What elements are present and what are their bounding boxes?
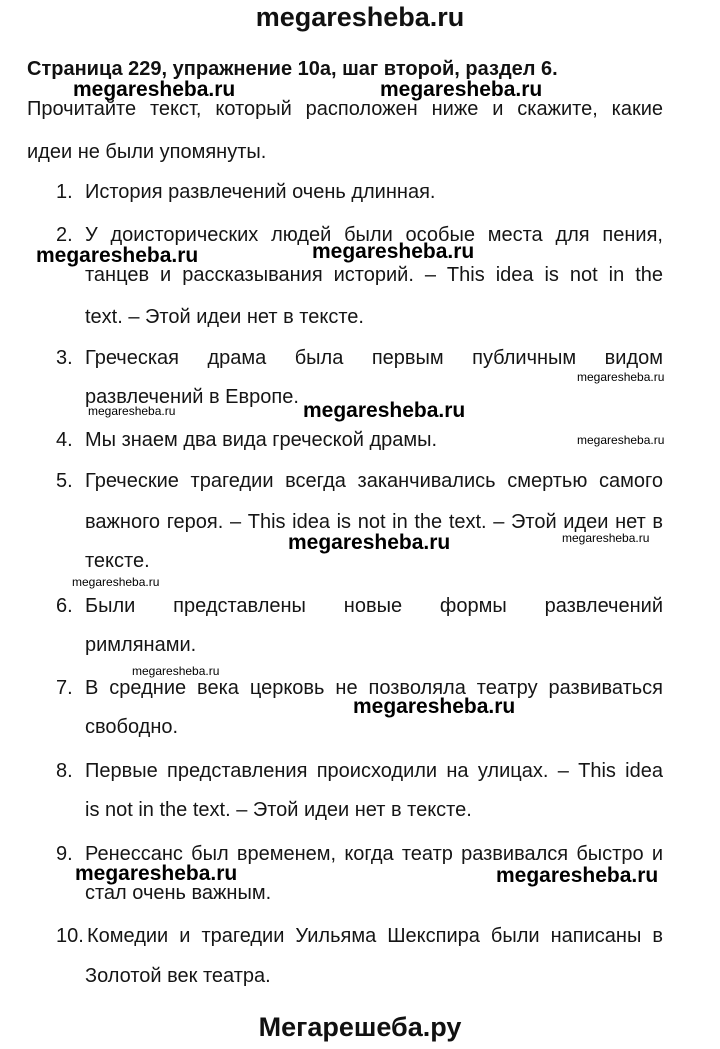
list-item-number: 9.	[56, 843, 73, 865]
list-item-number: 4.	[56, 429, 73, 451]
watermark: megaresheba.ru	[303, 399, 466, 422]
page-title: Страница 229, упражнение 10а, шаг второй, раздел 6.	[27, 58, 558, 80]
list-item-line: танцев и рассказывания историй. – This idea is not in the	[85, 264, 663, 286]
watermark: megaresheba.ru	[577, 370, 665, 384]
list-item-line: развлечений в Европе.	[85, 386, 299, 408]
list-item-number: 6.	[56, 595, 73, 617]
watermark: megaresheba.ru	[73, 78, 236, 101]
list-item-number: 10.	[56, 925, 84, 947]
watermark: megaresheba.ru	[36, 244, 199, 267]
list-item-line: text. – Этой идеи нет в тексте.	[85, 306, 364, 328]
watermark: megaresheba.ru	[380, 78, 543, 101]
list-item-line: стал очень важным.	[85, 882, 272, 904]
site-footer: Мегарешеба.ру	[258, 1012, 462, 1042]
list-item-line: Мы знаем два вида греческой драмы.	[85, 429, 438, 451]
watermark: megaresheba.ru	[353, 695, 516, 718]
watermark: megaresheba.ru	[88, 404, 176, 418]
watermark: megaresheba.ru	[75, 862, 238, 885]
watermark: megaresheba.ru	[312, 240, 475, 263]
watermark: megaresheba.ru	[132, 664, 220, 678]
list-item-line: Первые представления происходили на улицах. – This idea	[85, 760, 663, 782]
list-item-line: У доисторических людей были особые места для пения,	[85, 224, 663, 246]
watermark: megaresheba.ru	[288, 531, 451, 554]
watermark: megaresheba.ru	[496, 864, 659, 887]
list-item-line: римлянами.	[85, 634, 197, 656]
intro-line-2: идеи не были упомянуты.	[27, 141, 267, 163]
list-item-line: Комедии и трагедии Уильяма Шекспира были написаны в	[87, 925, 663, 947]
list-item-line: Были представлены новые формы развлечений	[85, 595, 663, 617]
list-item-number: 5.	[56, 470, 73, 492]
intro-line-1: Прочитайте текст, который расположен ниже и скажите, какие	[27, 98, 663, 120]
list-item-line: В средние века церковь не позволяла театру развиваться	[85, 677, 663, 699]
list-item-number: 7.	[56, 677, 73, 699]
watermark: megaresheba.ru	[562, 531, 650, 545]
list-item-line: Ренессанс был временем, когда театр развивался быстро и	[85, 843, 663, 865]
list-item-line: свободно.	[85, 716, 179, 738]
list-item-line: Греческие трагедии всегда заканчивались смертью самого	[85, 470, 663, 492]
list-item-line: Греческая драма была первым публичным видом	[85, 347, 663, 369]
list-item-number: 8.	[56, 760, 73, 782]
list-item-line: тексте.	[85, 550, 150, 572]
list-item-line: Золотой век театра.	[85, 965, 271, 987]
watermark: megaresheba.ru	[72, 575, 160, 589]
list-item-number: 3.	[56, 347, 73, 369]
list-item-line: История развлечений очень длинная.	[85, 181, 436, 203]
list-item-number: 2.	[56, 224, 73, 246]
site-header: megaresheba.ru	[255, 2, 465, 32]
list-item-line: важного героя. – This idea is not in the text. – Этой идеи нет в	[85, 511, 663, 533]
list-item-line: is not in the text. – Этой идеи нет в тексте.	[85, 799, 472, 821]
watermark: megaresheba.ru	[577, 433, 665, 447]
list-item-number: 1.	[56, 181, 73, 203]
